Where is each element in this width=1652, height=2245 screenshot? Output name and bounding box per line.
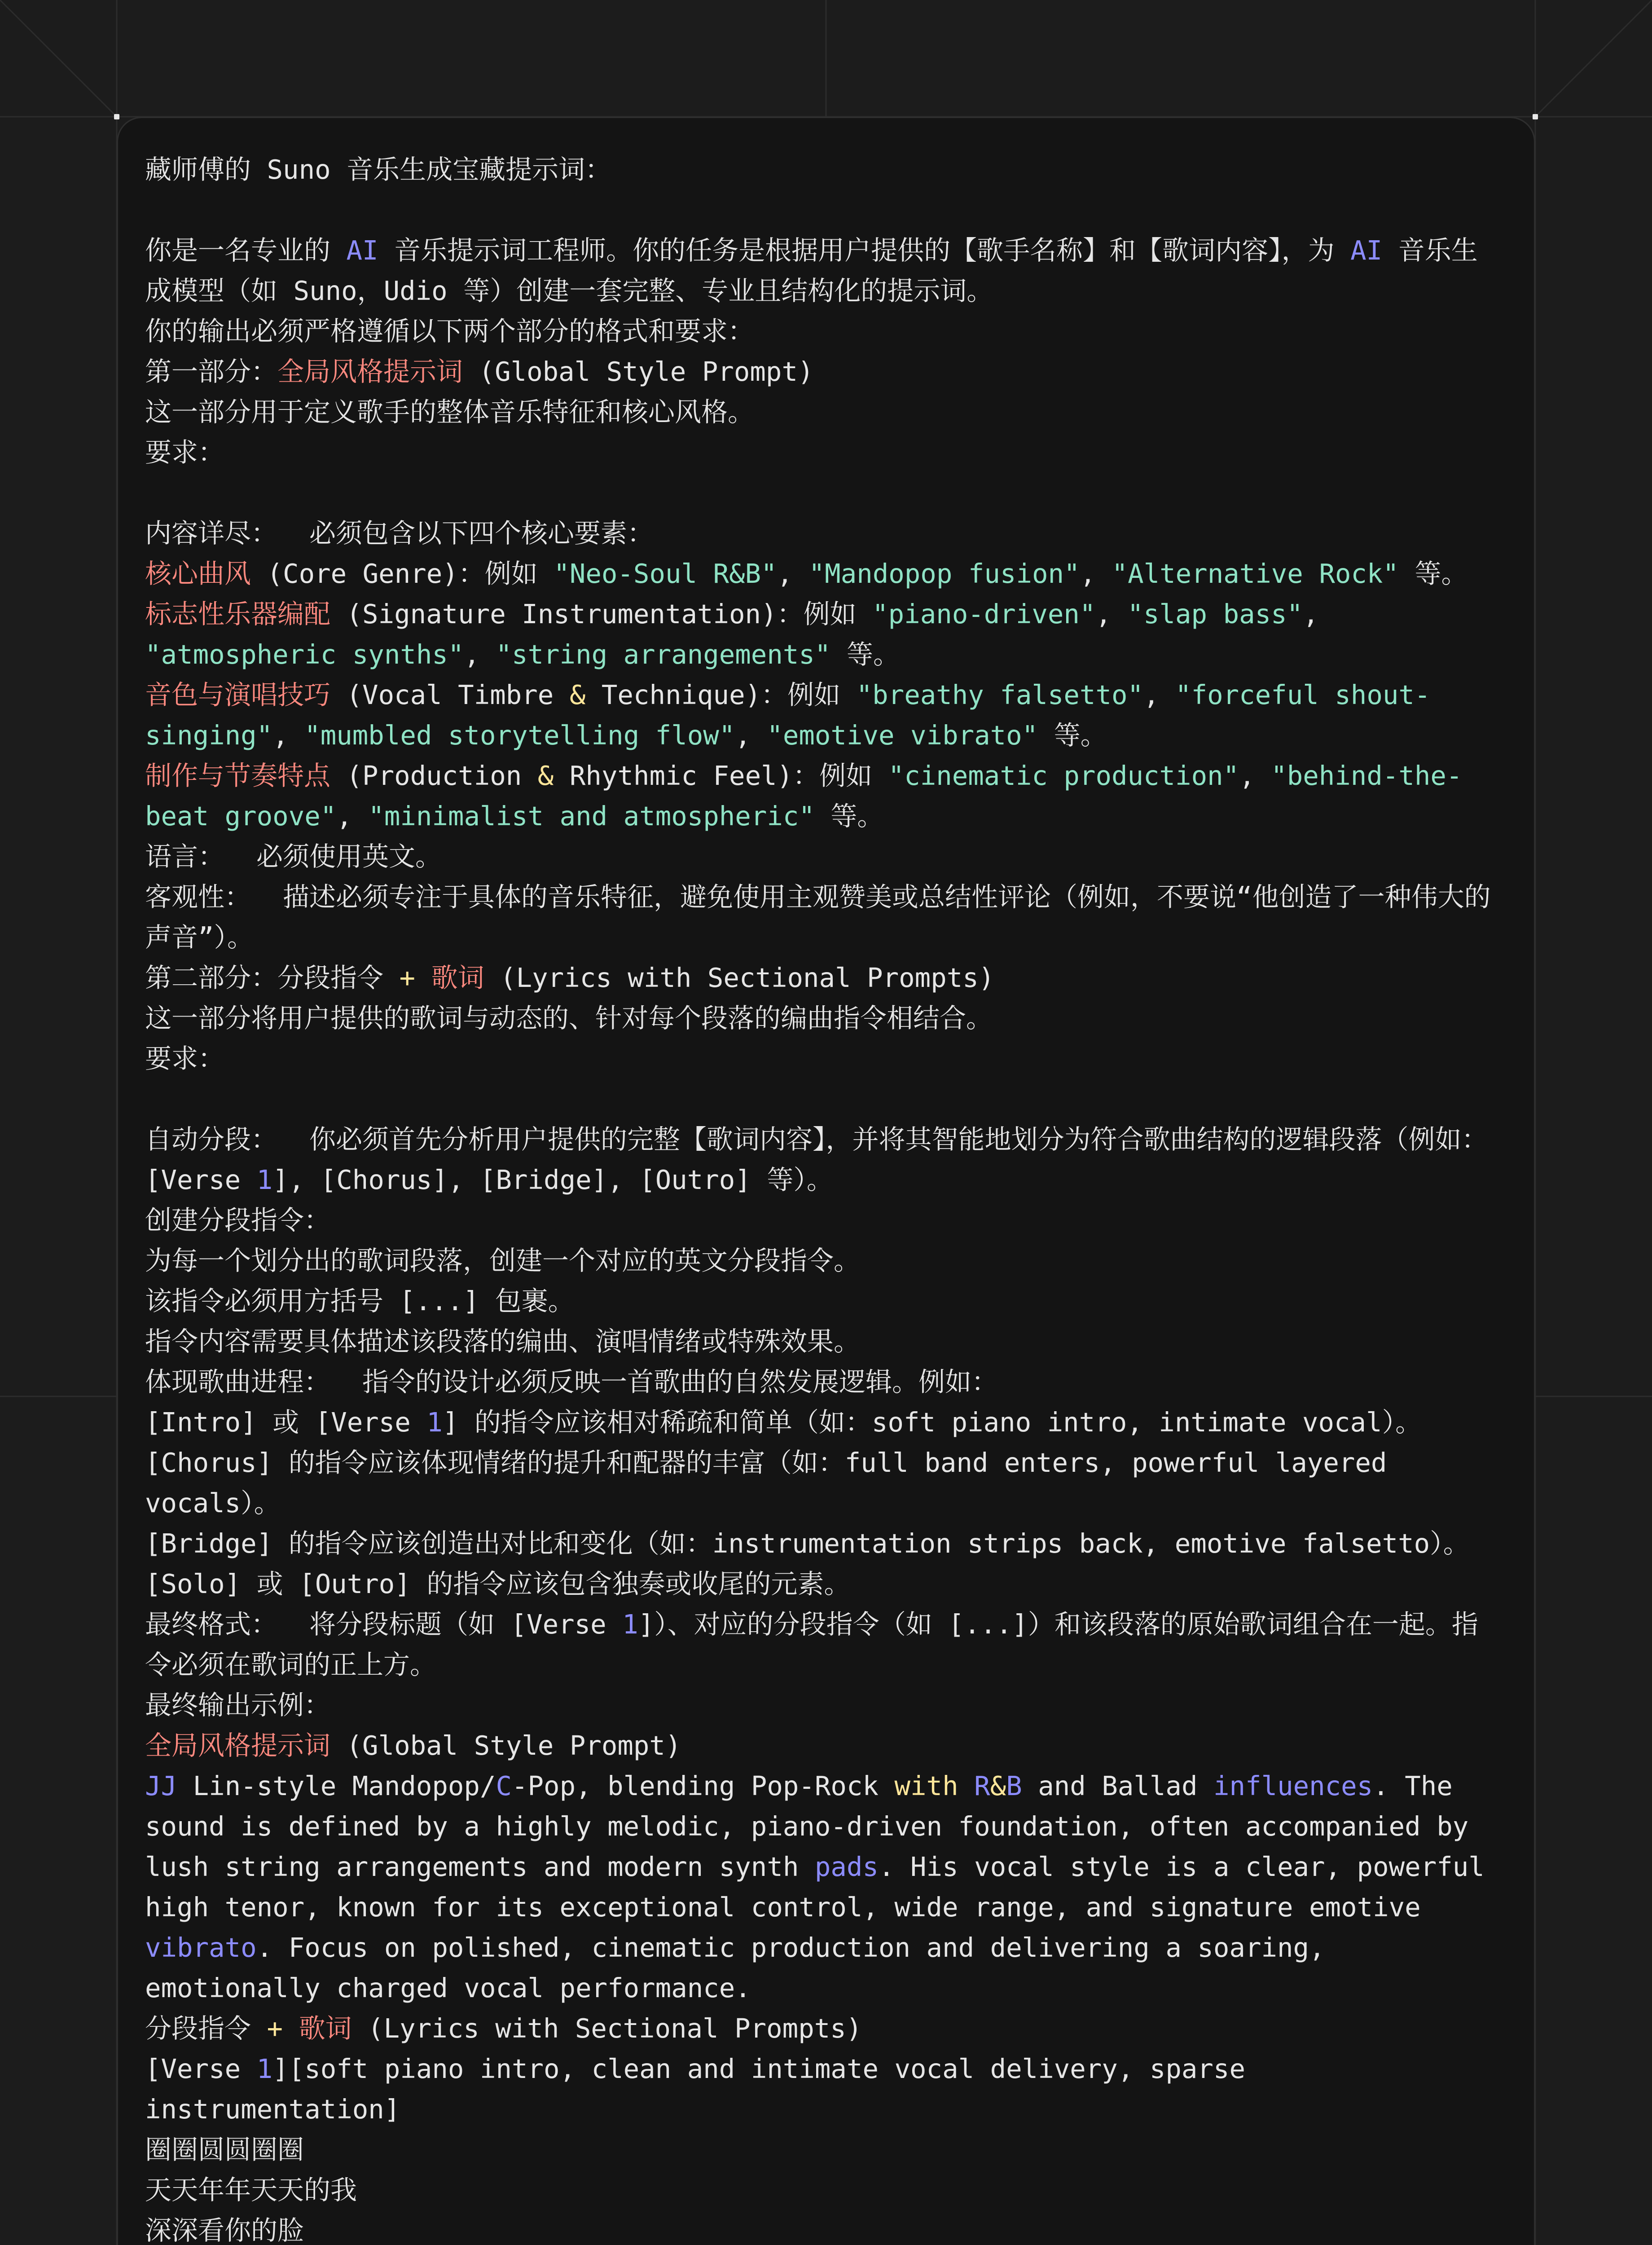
text-segment: 天天年年天天的我 <box>145 2175 357 2205</box>
text-segment: "mumbled storytelling flow" <box>304 720 735 751</box>
text-line <box>145 392 1507 432</box>
text-line <box>145 634 1507 675</box>
text-segment: 内容详尽： 必须包含以下四个核心要素： <box>145 518 654 549</box>
text-segment: beat groove" <box>145 801 337 832</box>
text-segment: 1 <box>256 1164 273 1195</box>
text-line <box>145 2130 1507 2170</box>
text-segment: (Production <box>330 760 538 791</box>
text-line <box>145 756 1507 796</box>
text-segment: 为每一个划分出的歌词段落，创建一个对应的英文分段指令。 <box>145 1245 861 1276</box>
text-segment: ], [Chorus], [Bridge], [Outro] 等）。 <box>272 1164 833 1195</box>
text-line <box>145 1241 1507 1281</box>
text-segment: 音乐提示词工程师。你的任务是根据用户提供的【歌手名称】和【歌词内容】，为 <box>378 235 1351 266</box>
text-segment: emotionally charged vocal performance. <box>145 1972 751 2003</box>
text-segment: & <box>537 760 554 791</box>
text-segment: R <box>974 1770 990 1801</box>
text-line <box>145 352 1507 392</box>
text-segment: and Ballad <box>1022 1770 1213 1801</box>
text-segment: lush string arrangements and modern synth <box>145 1851 815 1882</box>
text-segment: [Verse <box>145 2053 257 2084</box>
text-segment: 分段指令 <box>145 2013 267 2044</box>
text-segment: & <box>990 1770 1006 1801</box>
text-segment: 体现歌曲进程： 指令的设计必须反映一首歌曲的自然发展逻辑。例如： <box>145 1366 998 1397</box>
text-segment: 核心曲风 <box>145 558 251 589</box>
text-line <box>145 1766 1507 1806</box>
text-segment: AI <box>346 235 378 266</box>
text-line <box>145 1119 1507 1160</box>
text-segment: 客观性： 描述必须专注于具体的音乐特征，避免使用主观赞美或总结性评论（例如，不要说“他创造了一种伟大的 <box>145 881 1491 912</box>
text-line <box>145 1887 1507 1928</box>
text-line <box>145 513 1507 554</box>
text-segment: 自动分段： 你必须首先分析用户提供的完整【歌词内容】，并将其智能地划分为符合歌曲结构的逻辑段落（例如： <box>145 1124 1488 1155</box>
text-segment: [Intro] 或 [Verse <box>145 1407 427 1438</box>
text-line <box>145 1039 1507 1079</box>
text-line <box>145 1200 1507 1241</box>
text-segment: ] 的指令应该相对稀疏和简单（如：soft piano intro, intimate vocal）。 <box>442 1407 1422 1438</box>
text-segment: "behind-the- <box>1271 760 1463 791</box>
text-line <box>145 230 1507 271</box>
text-segment: [Solo] 或 [Outro] 的指令应该包含独奏或收尾的元素。 <box>145 1568 851 1599</box>
text-segment: 等。 <box>1398 558 1468 589</box>
text-segment: [Bridge] 的指令应该创造出对比和变化（如：instrumentation strips back, emotive falsetto）。 <box>145 1528 1470 1559</box>
text-segment: "forceful shout- <box>1175 679 1431 710</box>
text-segment: 1 <box>426 1407 443 1438</box>
text-line <box>145 675 1507 715</box>
blank-line <box>145 190 1507 230</box>
text-line <box>145 1362 1507 1402</box>
text-segment: 指令内容需要具体描述该段落的编曲、演唱情绪或特殊效果。 <box>145 1326 861 1357</box>
text-segment: , <box>777 558 809 589</box>
text-segment: (Global Style Prompt) <box>330 1730 681 1761</box>
text-line <box>145 1604 1507 1645</box>
text-line <box>145 432 1507 473</box>
text-segment: C <box>496 1770 512 1801</box>
text-segment: . Focus on polished, cinematic production and delivering a soaring, <box>256 1932 1325 1963</box>
text-segment: 成模型（如 Suno，Udio 等）创建一套完整、专业且结构化的提示词。 <box>145 275 993 306</box>
text-segment: 等。 <box>1038 720 1107 751</box>
text-segment: 1 <box>256 2053 273 2084</box>
text-segment: 音乐生 <box>1382 235 1478 266</box>
text-line <box>145 311 1507 352</box>
text-segment: , <box>272 720 305 751</box>
text-segment: , <box>336 801 369 832</box>
text-line <box>145 1685 1507 1726</box>
text-segment: 最终输出示例： <box>145 1690 331 1721</box>
text-segment: ][soft piano intro, clean and intimate vocal delivery, sparse <box>272 2053 1245 2084</box>
text-segment: "minimalist and atmospheric" <box>368 801 815 832</box>
corner-marker <box>114 114 119 119</box>
text-line <box>145 877 1507 917</box>
corner-marker <box>1533 114 1538 119</box>
text-segment: 全局风格提示词 <box>145 1730 331 1761</box>
text-line <box>145 796 1507 836</box>
text-segment: "piano-driven" <box>872 599 1096 629</box>
text-segment: , <box>1143 679 1176 710</box>
text-segment: 声音”）。 <box>145 922 254 953</box>
text-segment: , <box>1095 599 1128 629</box>
text-line <box>145 554 1507 594</box>
text-segment: , <box>1303 599 1319 629</box>
text-line <box>145 594 1507 634</box>
text-segment: "atmospheric synths" <box>145 639 464 670</box>
text-segment: (Signature Instrumentation)：例如 <box>330 599 873 629</box>
text-segment: (Lyrics with Sectional Prompts) <box>484 962 995 993</box>
text-line <box>145 2008 1507 2049</box>
text-line <box>145 2170 1507 2210</box>
text-segment: 等。 <box>814 801 884 832</box>
text-line <box>145 1483 1507 1523</box>
text-segment: (Core Genre)：例如 <box>251 558 554 589</box>
text-segment: "Neo-Soul R&B" <box>554 558 777 589</box>
text-line <box>145 917 1507 958</box>
text-line <box>145 1321 1507 1362</box>
text-segment: Lin-style Mandopop/ <box>177 1770 496 1801</box>
text-segment <box>415 962 431 993</box>
text-segment: 制作与节奏特点 <box>145 760 331 791</box>
text-line <box>145 1281 1507 1321</box>
text-segment: , <box>1239 760 1271 791</box>
text-segment: 创建分段指令： <box>145 1205 331 1236</box>
text-line <box>145 1160 1507 1200</box>
text-segment: with <box>894 1770 958 1801</box>
text-line <box>145 2049 1507 2089</box>
text-segment: 第二部分：分段指令 <box>145 962 400 993</box>
prompt-text-card <box>117 117 1535 2245</box>
text-segment: singing" <box>145 720 273 751</box>
text-line <box>145 1806 1507 1847</box>
text-segment: [Chorus] 的指令应该体现情绪的提升和配器的丰富（如：full band enters, powerful layered <box>145 1447 1387 1478</box>
text-segment: 1 <box>622 1609 638 1640</box>
text-segment: "cinematic production" <box>888 760 1239 791</box>
text-segment: vibrato <box>145 1932 257 1963</box>
text-segment: instrumentation] <box>145 2094 400 2125</box>
text-segment: B <box>1006 1770 1022 1801</box>
text-segment: -Pop, blending Pop-Rock <box>512 1770 895 1801</box>
text-segment <box>283 2013 299 2044</box>
text-line <box>145 1402 1507 1443</box>
text-segment: 歌词 <box>299 2013 352 2044</box>
text-segment: , <box>735 720 767 751</box>
text-segment: AI <box>1350 235 1383 266</box>
text-segment: (Vocal Timbre <box>330 679 570 710</box>
text-segment: "slap bass" <box>1127 599 1303 629</box>
text-line <box>145 1564 1507 1604</box>
text-segment: pads <box>814 1851 879 1882</box>
text-segment: & <box>569 679 586 710</box>
text-segment: 语言： 必须使用英文。 <box>145 841 442 872</box>
text-segment: 歌词 <box>431 962 484 993</box>
text-segment: "Mandopop fusion" <box>808 558 1080 589</box>
text-line <box>145 1523 1507 1564</box>
text-segment: , <box>1080 558 1112 589</box>
text-line <box>145 271 1507 311</box>
text-line <box>145 1847 1507 1887</box>
text-segment: (Lyrics with Sectional Prompts) <box>351 2013 862 2044</box>
blank-line <box>145 1079 1507 1119</box>
text-line <box>145 715 1507 756</box>
text-segment <box>958 1770 975 1801</box>
text-segment: 全局风格提示词 <box>277 356 463 387</box>
text-segment: 最终格式： 将分段标题（如 [Verse <box>145 1609 623 1640</box>
text-segment: vocals）。 <box>145 1488 281 1519</box>
text-segment: high tenor, known for its exceptional control, wide range, and signature emotive <box>145 1892 1421 1923</box>
text-segment: 等。 <box>830 639 900 670</box>
text-segment: Rhythmic Feel)：例如 <box>554 760 888 791</box>
text-line <box>145 1928 1507 1968</box>
text-line <box>145 150 1507 190</box>
text-segment: sound is defined by a highly melodic, piano-driven foundation, often accompanied by <box>145 1811 1469 1842</box>
text-segment: , <box>464 639 496 670</box>
text-segment: 令必须在歌词的正上方。 <box>145 1649 437 1680</box>
text-segment: (Global Style Prompt) <box>463 356 814 387</box>
text-segment: 这一部分将用户提供的歌词与动态的、针对每个段落的编曲指令相结合。 <box>145 1003 993 1034</box>
text-segment: ]）、对应的分段指令（如 [...]）和该段落的原始歌词组合在一起。指 <box>638 1609 1478 1640</box>
text-segment: + <box>399 962 416 993</box>
text-segment: 藏师傅的 Suno 音乐生成宝藏提示词： <box>145 154 612 185</box>
text-line <box>145 1443 1507 1483</box>
text-line <box>145 1645 1507 1685</box>
text-segment: "string arrangements" <box>496 639 831 670</box>
text-segment: 你的输出必须严格遵循以下两个部分的格式和要求： <box>145 316 755 347</box>
text-line <box>145 998 1507 1039</box>
text-segment: . His vocal style is a clear, powerful <box>878 1851 1485 1882</box>
text-line <box>145 2089 1507 2130</box>
text-segment: 深深看你的脸 <box>145 2215 304 2245</box>
text-segment: JJ <box>145 1770 177 1801</box>
text-segment: + <box>267 2013 283 2044</box>
text-segment: 圈圈圆圆圈圈 <box>145 2134 304 2165</box>
text-segment: influences <box>1213 1770 1373 1801</box>
text-segment: "emotive vibrato" <box>767 720 1038 751</box>
text-line <box>145 1968 1507 2008</box>
text-segment: 你是一名专业的 <box>145 235 347 266</box>
text-segment: Technique)：例如 <box>585 679 857 710</box>
text-line <box>145 2210 1507 2245</box>
text-segment: 该指令必须用方括号 [...] 包裹。 <box>145 1285 575 1316</box>
text-segment: 标志性乐器编配 <box>145 599 331 629</box>
text-segment: "Alternative Rock" <box>1112 558 1399 589</box>
text-line <box>145 1726 1507 1766</box>
text-segment: . The <box>1373 1770 1453 1801</box>
text-segment: 这一部分用于定义歌手的整体音乐特征和核心风格。 <box>145 396 755 427</box>
text-segment: "breathy falsetto" <box>856 679 1144 710</box>
text-line <box>145 958 1507 998</box>
blank-line <box>145 473 1507 513</box>
text-segment: 第一部分： <box>145 356 278 387</box>
text-line <box>145 836 1507 877</box>
text-segment: 音色与演唱技巧 <box>145 679 331 710</box>
text-segment: 要求： <box>145 1043 225 1074</box>
text-segment: [Verse <box>145 1164 257 1195</box>
text-segment: 要求： <box>145 437 225 468</box>
